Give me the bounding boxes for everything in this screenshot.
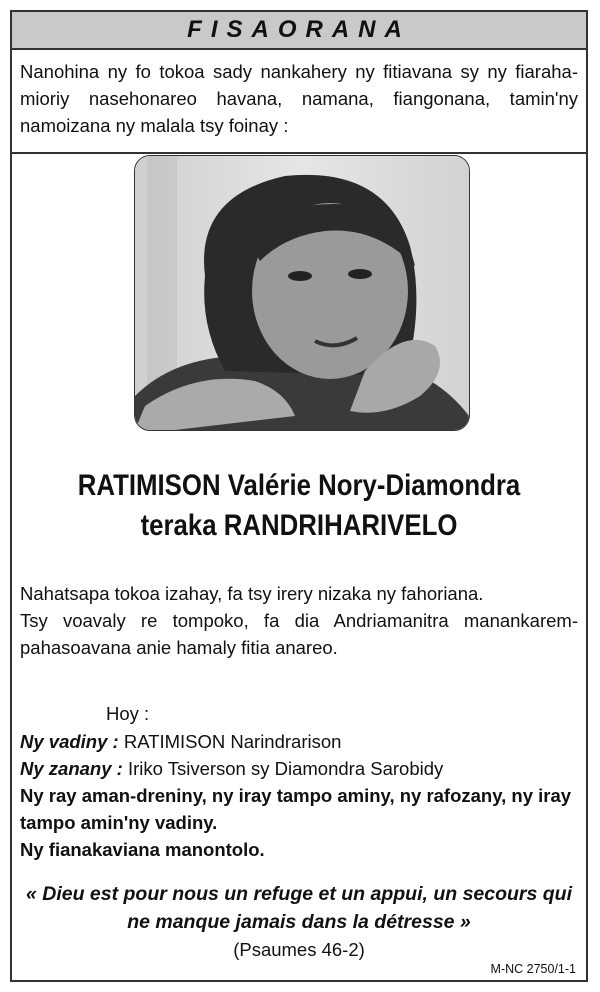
portrait-illustration	[135, 156, 469, 430]
children-names: Iriko Tsiverson sy Diamondra Sarobidy	[127, 758, 444, 779]
message-block	[20, 580, 578, 661]
notice-code: M-NC 2750/1-1	[490, 962, 576, 976]
family-intro: Hoy :	[106, 703, 150, 724]
family-list	[20, 728, 578, 863]
intro-text: Nanohina ny fo tokoa sady nankahery ny fitiavana sy ny fiaraha-mioriy nasehonareo havana, namana, fiangonana, tamin'ny namoizana ny malala tsy foinay :	[12, 50, 586, 154]
spouse-name: RATIMISON Narindrarison	[123, 731, 342, 752]
spouse-row	[20, 728, 578, 755]
message-line-2: Tsy voavaly re tompoko, fa dia Andriamanitra manankarem-pahasoavana anie hamaly fitia anareo.	[20, 610, 578, 658]
deceased-maiden-name: teraka RANDRIHARIVELO	[140, 509, 458, 542]
message-line-1: Nahatsapa tokoa izahay, fa tsy irery nizaka ny fahoriana.	[20, 583, 484, 604]
extended-family-line: Ny fianakaviana manontolo.	[20, 839, 265, 860]
children-row	[20, 755, 578, 782]
deceased-name: RATIMISON Valérie Nory-Diamondra	[77, 469, 521, 502]
portrait-photo	[134, 155, 470, 431]
spouse-label: Ny vadiny :	[20, 731, 119, 752]
notice-title: FISAORANA	[12, 12, 586, 50]
quote-reference: (Psaumes 46-2)	[233, 939, 365, 960]
relatives-line: Ny ray aman-dreniny, ny iray tampo aminy, ny rafozany, ny iray tampo amin'ny vadiny.	[20, 785, 572, 833]
children-label: Ny zanany :	[20, 758, 123, 779]
bible-quote: « Dieu est pour nous un refuge et un appui, un secours qui ne manque jamais dans la détresse »	[25, 883, 573, 933]
notice-frame	[10, 10, 588, 982]
